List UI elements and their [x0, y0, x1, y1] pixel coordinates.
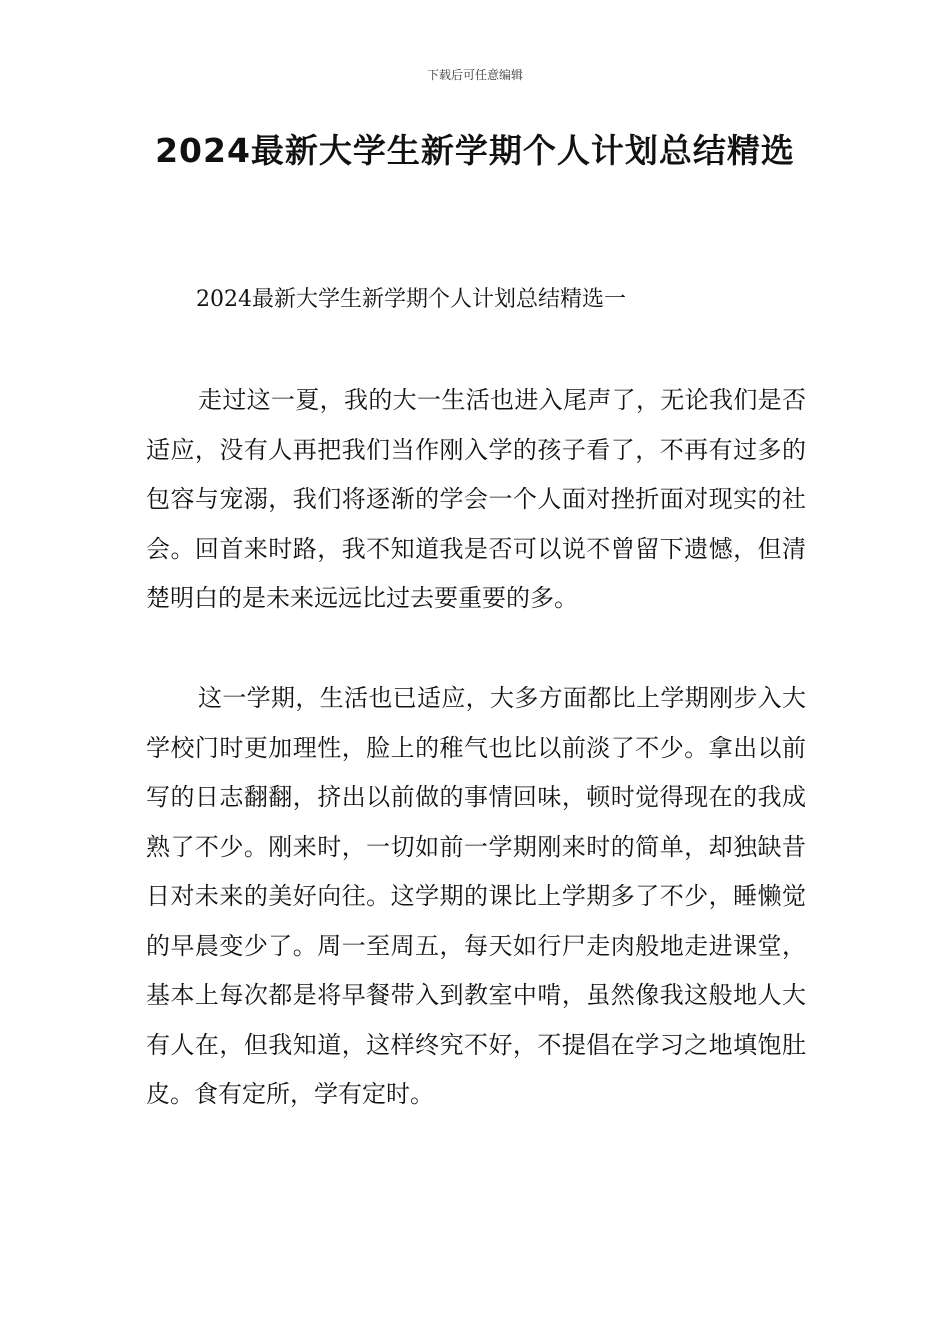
paragraph-2: 这一学期，生活也已适应，大多方面都比上学期刚步入大学校门时更加理性，脸上的稚气也比以前淡了不少。拿出以前写的日志翻翻，挤出以前做的事情回味，顿时觉得现在的我成熟了不少。刚来时，一切如前一学期刚来时的简单，却独缺昔日对未来的美好向往。这学期的课比上学期多了不少，睡懒觉的早晨变少了。周一至周五，每天如行尸走肉般地走进课堂，基本上每次都是将早餐带入到教室中啃，虽然像我这般地人大有人在，但我知道，这样终究不好，不提倡在学习之地填饱肚皮。食有定所，学有定时。 — [146, 684, 806, 1108]
paragraph-1: 走过这一夏，我的大一生活也进入尾声了，无论我们是否适应，没有人再把我们当作刚入学的孩子看了，不再有过多的包容与宠溺，我们将逐渐的学会一个人面对挫折面对现实的社会。回首来时路，我不知道我是否可以说不曾留下遗憾，但清楚明白的是未来远远比过去要重要的多。 — [146, 386, 806, 612]
header-note: 下载后可任意编辑 — [426, 68, 523, 82]
section-subtitle: 2024最新大学生新学期个人计划总结精选一 — [196, 287, 626, 312]
document-title: 2024最新大学生新学期个人计划总结精选 — [155, 131, 795, 170]
